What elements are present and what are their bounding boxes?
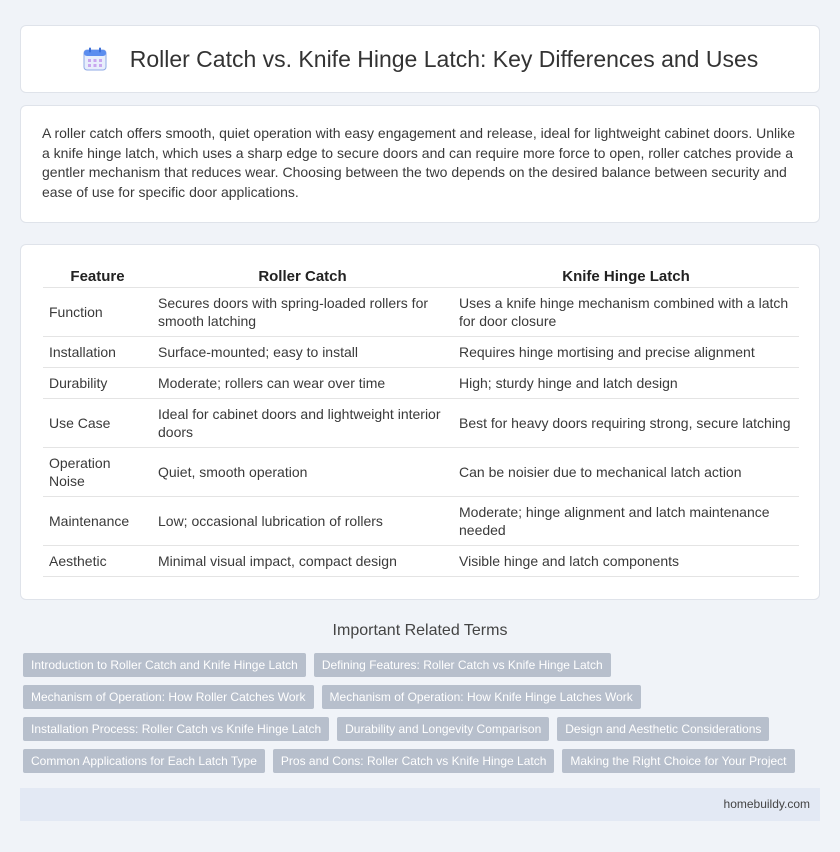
related-term-link[interactable]: Defining Features: Roller Catch vs Knife Hinge Latch — [314, 653, 611, 677]
footer-brand[interactable]: homebuildy.com — [723, 797, 810, 811]
related-term-link[interactable]: Design and Aesthetic Considerations — [557, 717, 769, 741]
table-cell: Maintenance — [43, 497, 152, 546]
comparison-card — [20, 244, 820, 600]
related-term-link[interactable]: Mechanism of Operation: How Roller Catches Work — [23, 685, 314, 709]
related-terms-list — [23, 653, 813, 781]
table-cell: Ideal for cabinet doors and lightweight interior doors — [152, 399, 453, 448]
comparison-table — [43, 263, 799, 577]
table-cell: Can be noisier due to mechanical latch action — [453, 448, 799, 497]
related-terms-heading: Important Related Terms — [332, 622, 508, 639]
header-feature: Feature — [43, 263, 152, 288]
related-term-link[interactable]: Common Applications for Each Latch Type — [23, 749, 265, 773]
related-term-link[interactable]: Making the Right Choice for Your Project — [562, 749, 794, 773]
tag-row — [23, 653, 813, 677]
table-row — [43, 399, 799, 448]
tag-row — [23, 685, 813, 709]
table-cell: Installation — [43, 337, 152, 368]
table-header-row — [43, 263, 799, 288]
table-cell: Moderate; hinge alignment and latch maintenance needed — [453, 497, 799, 546]
table-cell: Durability — [43, 368, 152, 399]
intro-card — [20, 105, 820, 223]
table-cell: Minimal visual impact, compact design — [152, 546, 453, 577]
table-row — [43, 368, 799, 399]
header-knife-hinge-latch: Knife Hinge Latch — [453, 263, 799, 288]
tag-row — [23, 749, 813, 773]
table-cell: Aesthetic — [43, 546, 152, 577]
table-cell: Uses a knife hinge mechanism combined with a latch for door closure — [453, 288, 799, 337]
page-title: Roller Catch vs. Knife Hinge Latch: Key Differences and Uses — [129, 45, 759, 72]
footer — [20, 788, 820, 821]
table-cell: Moderate; rollers can wear over time — [152, 368, 453, 399]
table-cell: High; sturdy hinge and latch design — [453, 368, 799, 399]
table-row — [43, 497, 799, 546]
table-cell: Secures doors with spring-loaded rollers for smooth latching — [152, 288, 453, 337]
table-cell: Requires hinge mortising and precise alignment — [453, 337, 799, 368]
table-cell: Best for heavy doors requiring strong, secure latching — [453, 399, 799, 448]
table-row — [43, 448, 799, 497]
header-roller-catch: Roller Catch — [152, 263, 453, 288]
tag-row — [23, 717, 813, 741]
related-term-link[interactable]: Introduction to Roller Catch and Knife Hinge Latch — [23, 653, 306, 677]
table-cell: Use Case — [43, 399, 152, 448]
related-term-link[interactable]: Mechanism of Operation: How Knife Hinge Latches Work — [322, 685, 641, 709]
table-cell: Visible hinge and latch components — [453, 546, 799, 577]
intro-paragraph: A roller catch offers smooth, quiet operation with easy engagement and release, ideal for lightweight cabinet doors. Unlike a knife hinge latch, which uses a sharp edge to secure doors and can require more force to open, roller catches provide a gentler mechanism that reduces wear. Choosing between the two depends on the desired balance between security and ease of use for specific door applications. — [42, 125, 796, 200]
table-cell: Function — [43, 288, 152, 337]
table-cell: Operation Noise — [43, 448, 152, 497]
table-cell: Quiet, smooth operation — [152, 448, 453, 497]
related-term-link[interactable]: Durability and Longevity Comparison — [337, 717, 549, 741]
calendar-icon — [82, 46, 108, 72]
table-row — [43, 546, 799, 577]
table-row — [43, 337, 799, 368]
header-card — [20, 25, 820, 93]
related-term-link[interactable]: Installation Process: Roller Catch vs Knife Hinge Latch — [23, 717, 329, 741]
table-cell: Low; occasional lubrication of rollers — [152, 497, 453, 546]
related-term-link[interactable]: Pros and Cons: Roller Catch vs Knife Hinge Latch — [273, 749, 554, 773]
table-row — [43, 288, 799, 337]
table-cell: Surface-mounted; easy to install — [152, 337, 453, 368]
